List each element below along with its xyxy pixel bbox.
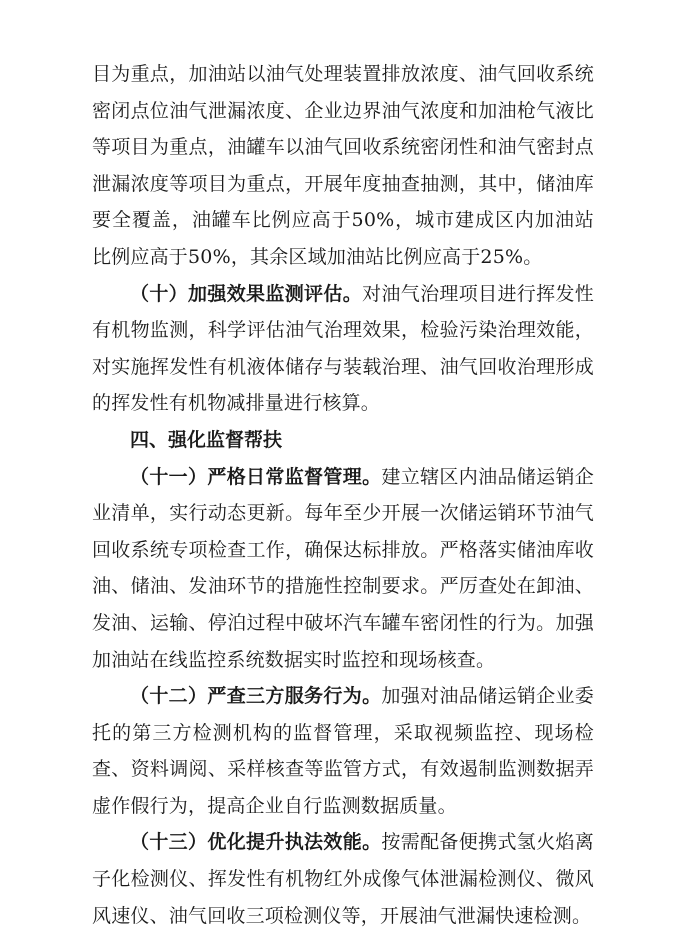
item-11-heading: （十一）严格日常监督管理。 [130, 465, 382, 488]
item-10-body: 对油气治理项目进行挥发性有机物监测，科学评估油气治理效果，检验污染治理效能，对实施挥发性有机液体储存与装载治理、油气回收治理形成的挥发性有机物减排量进行核算。 [92, 282, 595, 415]
paragraph-item-10 [92, 276, 594, 422]
item-12-body: 加强对油品储运销企业委托的第三方检测机构的监督管理，采取视频监控、现场检查、资料调阅、采样核查等监管方式，有效遏制监测数据弄虚作假行为，提高企业自行监测数据质量。 [92, 685, 594, 817]
paragraph-item-11 [92, 459, 594, 679]
item-12-heading: （十二）严查三方服务行为。 [130, 685, 382, 708]
item-11-body: 建立辖区内油品储运销企业清单，实行动态更新。每年至少开展一次储运销环节油气回收系统专项检查工作，确保达标排放。严格落实储油库收油、储油、发油环节的措施性控制要求。严厉查处在卸油、发油、运输、停泊过程中破坏汽车罐车密闭性的行为。加强加油站在线监控系统数据实时监控和现场核查。 [92, 465, 594, 671]
paragraph-item-12 [92, 678, 594, 824]
paragraph-item-13 [92, 824, 594, 934]
item-13-heading: （十三）优化提升执法效能。 [130, 831, 382, 854]
paragraph-continued: 目为重点，加油站以油气处理装置排放浓度、油气回收系统密闭点位油气泄漏浓度、企业边界油气浓度和加油枪气液比等项目为重点，油罐车以油气回收系统密闭性和油气密封点泄漏浓度等项目为重点，开展年度抽查抽测，其中，储油库要全覆盖，油罐车比例应高于50%，城市建成区内加油站比例应高于50%，其余区域加油站比例应高于25%。 [92, 63, 594, 268]
item-10-heading: （十）加强效果监测评估。 [130, 282, 363, 305]
item-13-body: 按需配备便携式氢火焰离子化检测仪、挥发性有机物红外成像气体泄漏检测仪、微风风速仪、油气回收三项检测仪等，开展油气泄漏快速检测。 [92, 831, 594, 927]
section-4-heading: 四、强化监督帮扶 [130, 428, 283, 451]
document-page [92, 56, 594, 934]
